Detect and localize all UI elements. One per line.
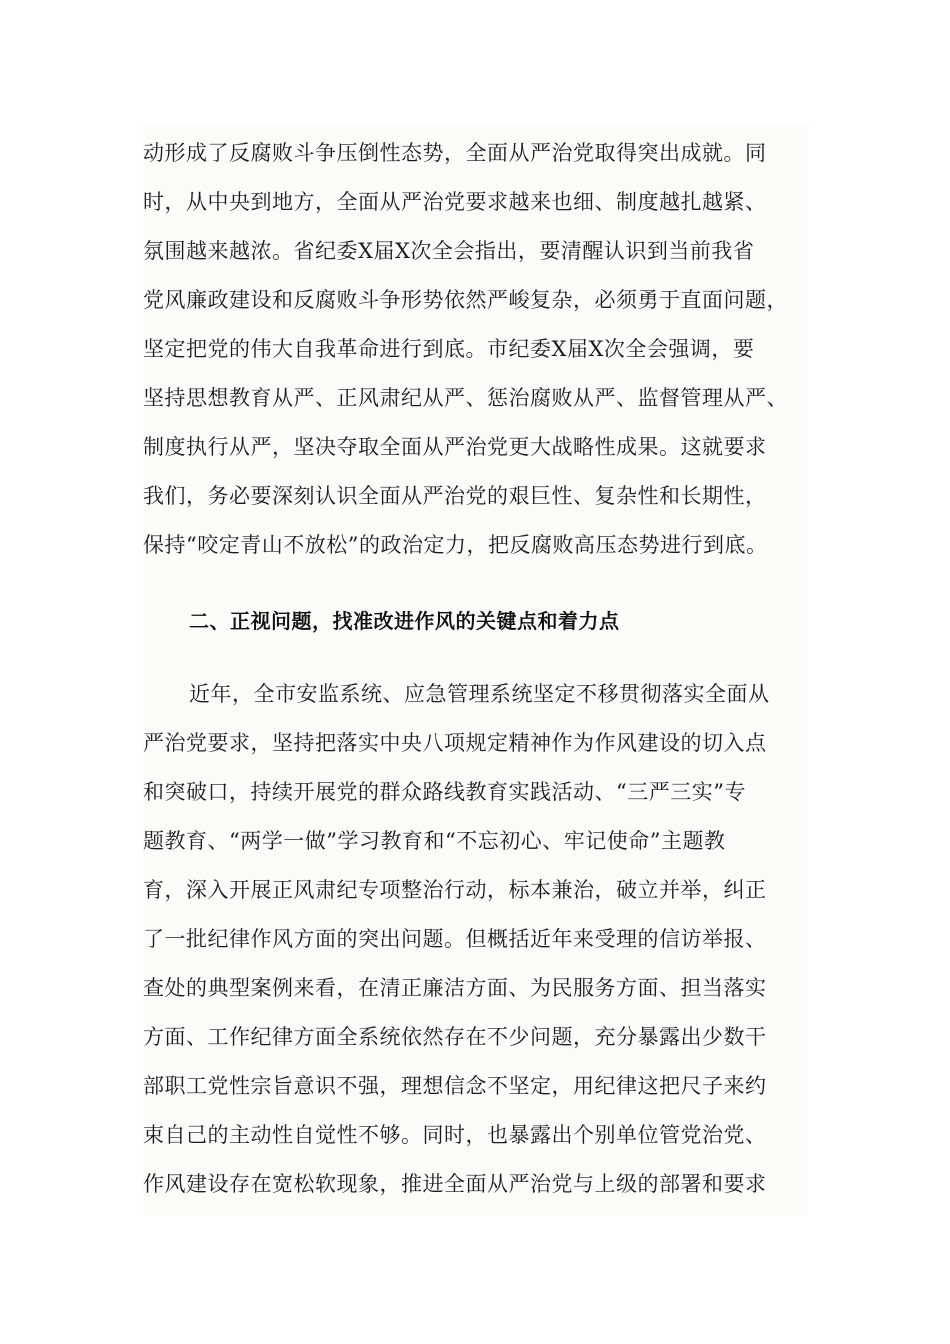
paragraph-2-line-3: 和突破口，持续开展党的群众路线教育实践活动、“三严三实”专: [143, 780, 746, 804]
section-heading: 二、正视问题，找准改进作风的关键点和着力点: [189, 609, 620, 633]
paragraph-2-line-1: 近年，全市安监系统、应急管理系统坚定不移贯彻落实全面从: [189, 682, 770, 706]
paragraph-2-line-10: 束自己的主动性自觉性不够。同时，也暴露出个别单位管党治党、: [143, 1123, 767, 1147]
paragraph-1-line-6: 坚持思想教育从严、正风肃纪从严、惩治腐败从严、监督管理从严、: [143, 386, 788, 410]
paragraph-2-line-8: 方面、工作纪律方面全系统依然存在不少问题，充分暴露出少数干: [143, 1025, 767, 1049]
paragraph-2-line-6: 了一批纪律作风方面的突出问题。但概括近年来受理的信访举报、: [143, 927, 767, 951]
paragraph-1-line-8: 我们，务必要深刻认识全面从严治党的艰巨性、复杂性和长期性，: [143, 484, 767, 508]
paragraph-1-line-3: 氛围越来越浓。省纪委X届X次全会指出，要清醒认识到当前我省: [143, 239, 755, 263]
paragraph-1-line-9: 保持“咬定青山不放松”的政治定力，把反腐败高压态势进行到底。: [143, 533, 768, 557]
paragraph-1-line-4: 党风廉政建设和反腐败斗争形势依然严峻复杂，必须勇于直面问题，: [143, 288, 788, 312]
paragraph-2-line-7: 查处的典型案例来看，在清正廉洁方面、为民服务方面、担当落实: [143, 976, 767, 1000]
paragraph-1-line-5: 坚定把党的伟大自我革命进行到底。市纪委X届X次全会强调，要: [143, 337, 755, 361]
paragraph-1-line-7: 制度执行从严，坚决夺取全面从严治党更大战略性成果。这就要求: [143, 435, 767, 459]
document-body: [143, 124, 807, 1216]
paragraph-1-line-2: 时，从中央到地方，全面从严治党要求越来也细、制度越扎越紧、: [143, 190, 767, 214]
paragraph-2-line-9: 部职工党性宗旨意识不强，理想信念不坚定，用纪律这把尺子来约: [143, 1074, 767, 1098]
paragraph-2-line-2: 严治党要求，坚持把落实中央八项规定精神作为作风建设的切入点: [143, 731, 767, 755]
paragraph-2-line-5: 育，深入开展正风肃纪专项整治行动，标本兼治，破立并举，纠正: [143, 878, 767, 902]
paragraph-1-line-1: 动形成了反腐败斗争压倒性态势，全面从严治党取得突出成就。同: [143, 141, 767, 165]
paragraph-2-line-4: 题教育、“两学一做”学习教育和“不忘初心、牢记使命”主题教: [143, 829, 726, 853]
paragraph-2-line-11: 作风建设存在宽松软现象，推进全面从严治党与上级的部署和要求: [143, 1172, 767, 1196]
